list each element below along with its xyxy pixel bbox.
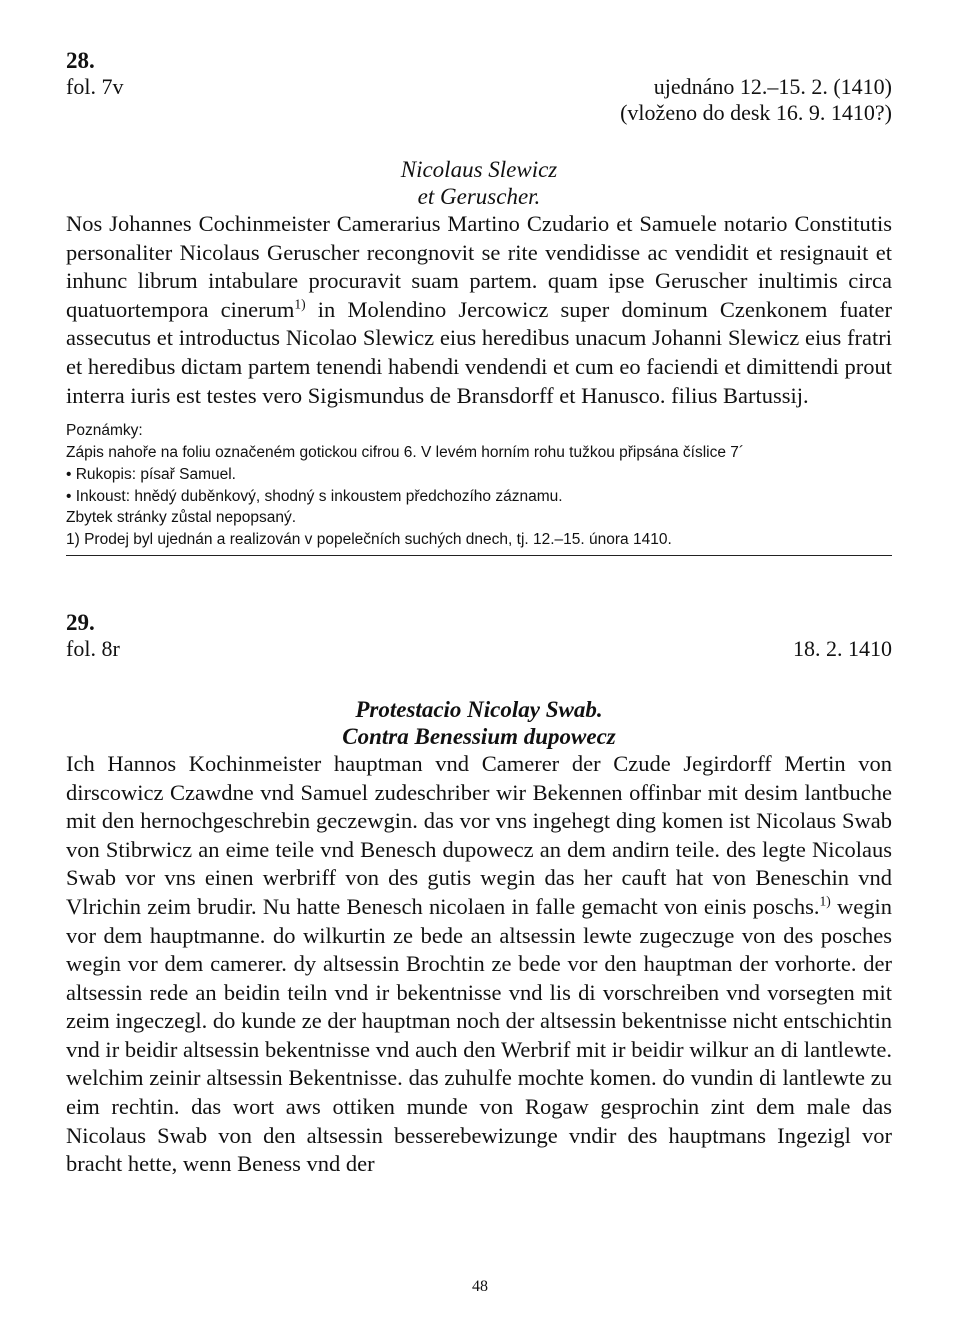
notes-section [66,420,892,551]
footnote-marker: 1) [819,893,831,909]
body-text-part1: Ich Hannos Kochinmeister hauptman vnd Camerer der Czude Jegirdorff Mertin von dirscowicz Czawdne vnd Samuel zudeschriber wir Bekennen offinbar mit desim lantbuche mit den hernochgeschrebin geczewgin. das vor vns ingehegt ding komen ist Nicolaus Swab von Stibrwicz an eime teile vnd Benesch dupowecz an dem andirn teile. des legte Nicolaus Swab vor vns einen werbriff von des gutis wegin das her cauft hat von Beneschin vnd Vlrichin zeim brudir. Nu hatte Benesch nicolaen in falle gemacht von einis poschs. [66,750,892,919]
entry-number: 28. [66,48,95,73]
entry-subtitle: Contra Benessium dupowecz [342,723,616,749]
note-line: • Rukopis: písař Samuel. [66,465,236,483]
note-line: • Inkoust: hnědý duběnkový, shodný s inkoustem předchozího záznamu. [66,487,563,505]
entry-date: 18. 2. 1410 [793,635,892,661]
entry-title: Protestacio Nicolay Swab. [355,696,603,722]
note-line: Zbytek stránky zůstal nepopsaný. [66,509,297,527]
entry-meta [66,636,892,662]
entry-title: Nicolaus Slewicz [400,157,558,182]
page-number: 48 [472,1278,488,1295]
entry-deposit-date: (vloženo do desk 16. 9. 1410?) [620,100,892,125]
body-text-part2: in Molendino Jercowicz super dominum Czenkonem fuater assecutus et introductus Nicolao Slewicz eius heredibus unacum Johanni Slewicz eius fratri et heredibus dictam partem tenendi habendi vendendi et cum eo faciendi et dimittendi prout interra iuris est testes vero Sigismundus de Bransdorff et Hanusco. filius Bartussij. [66,296,893,408]
body-text-part1: Nos Johannes Cochinmeister Camerarius Martino Czudario et Samuele notario Constitutis personaliter Nicolaus Geruscher recongnovit se rite vendidisse ac vendidit et resignauit et inhunc librum intabulare procuravit suam partem. quam ipse Geruscher inultimis circa quatuortempora cinerum [66,211,892,322]
entry-body [66,750,892,1179]
entry-28 [66,48,892,556]
entry-29 [66,610,892,1179]
entry-meta [66,74,892,100]
body-text-part2: wegin vor dem hauptmanne. do wilkurtin ze bede an altsessin lewte zugeczuge von des posches wegin vor dem camerer. dy altsessin Brochtin ze bede vor den hauptman der vorhorte. der altsessin rede an beidin teiln vnd ir bekentnisse vnd lis di vorschreiben vnd vorsegten mit zeim ingeczegl. do kunde ze der hauptman noch der altsessin bekentnisse nicht entschichtin vnd ir beidir altsessin bekentnisse vnd auch den Werbrif mit ir beidir wilkur an di lantlewte. welchim zeinir altsessin Bekentnisse. das zuhulfe mochte komen. do vundin di lantlewte zu eim rechtin. das wort aws ottiken munde von Rogaw gesprochin zint dem male das Nicolaus Swab von den altsessin besserebewizunge vndir des hauptmans Ingezigl vor bracht hette, wenn Beness vnd der [66,893,892,1177]
note-line: Zápis nahoře na foliu označeném gotickou cifrou 6. V levém horním rohu tužkou připsána číslice 7´ [66,443,745,461]
folio-reference: fol. 8r [66,635,120,661]
footnote-text: 1) Prodej byl ujednán a realizován v popelečních suchých dnech, tj. 12.–15. února 1410. [66,531,672,549]
entry-number: 29. [66,609,95,635]
entry-date: ujednáno 12.–15. 2. (1410) [653,74,892,99]
footnote-marker: 1) [294,296,306,312]
entry-subtitle: et Geruscher. [417,184,541,209]
entry-body [66,210,892,410]
entry-meta-2 [66,100,892,126]
page-content [66,48,892,1179]
notes-heading: Poznámky: [66,422,143,440]
folio-reference: fol. 7v [66,74,124,99]
